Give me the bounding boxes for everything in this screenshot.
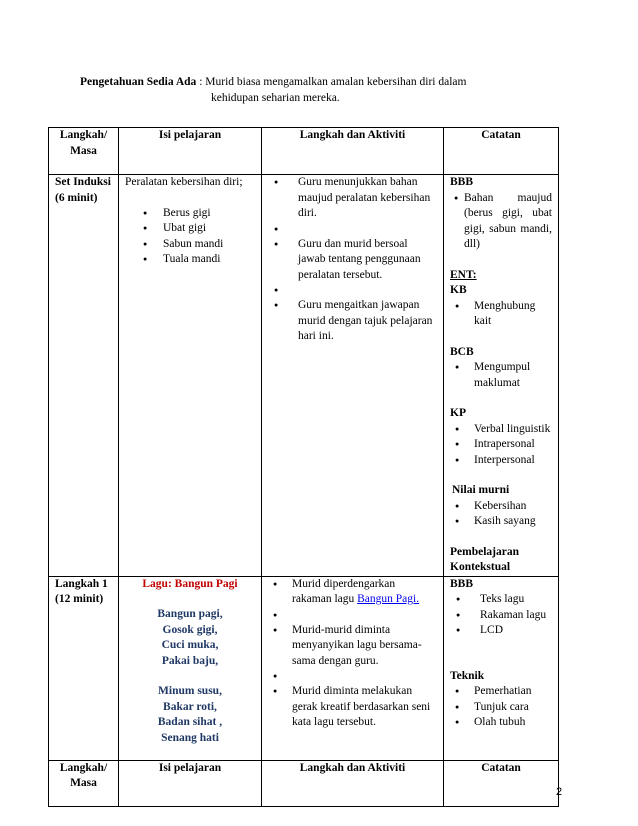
list-item: ● Interpersonal — [450, 453, 552, 469]
list-item: ● Guru dan murid bersoal jawab tentang penggunaan peralatan tersebut. — [268, 237, 437, 284]
page-number: 2 — [556, 786, 563, 798]
list-item: ● Ubat gigi — [125, 221, 255, 237]
kp-label: KP — [450, 407, 466, 419]
song-line: Bakar roti, — [163, 700, 217, 713]
prior-knowledge — [80, 74, 560, 106]
step-time: (6 minit) — [55, 191, 98, 204]
activities-list — [268, 577, 437, 731]
prior-knowledge-text-2: kehidupan seharian mereka. — [211, 92, 340, 104]
prior-knowledge-label: Pengetahuan Sedia Ada — [80, 76, 197, 88]
pemb-label-1: Pembelajaran — [450, 545, 519, 558]
content-cell — [119, 175, 262, 577]
step-name: Set Induksi — [55, 176, 111, 188]
song-line: Badan sihat , — [157, 716, 223, 728]
lesson-plan-table — [48, 127, 559, 807]
step-cell — [49, 576, 119, 760]
list-item: ● Kebersihan — [450, 499, 552, 515]
content-cell — [119, 576, 262, 760]
list-item: ● Olah tubuh — [450, 715, 552, 731]
list-item: ● Tunjuk cara — [450, 700, 552, 716]
list-item: ● Murid-murid diminta menyanyikan lagu bersama-sama dengan guru. — [268, 623, 437, 670]
song-line: Cuci muka, — [161, 639, 219, 651]
notes-cell — [444, 175, 559, 577]
song-line: Bangun pagi, — [157, 608, 223, 620]
nilai-label: Nilai murni — [452, 484, 510, 496]
list-item: ● Mengumpul maklumat — [450, 360, 552, 391]
prior-knowledge-text-1: Murid biasa mengamalkan amalan kebersihan diri dalam — [205, 76, 467, 88]
activities-cell — [262, 175, 444, 577]
activities-cell — [262, 576, 444, 760]
header-content: Isi pelajaran — [119, 128, 262, 175]
song-title: Lagu: Bangun Pagi — [142, 577, 238, 590]
pemb-label-2: Kontekstual — [450, 561, 511, 573]
header-step: Langkah/ Masa — [49, 760, 119, 806]
song-line: Pakai baju, — [161, 654, 219, 667]
table-row-set-induksi — [49, 175, 559, 577]
header-notes: Catatan — [444, 760, 559, 806]
song-line: Senang hati — [161, 731, 219, 744]
list-item: ● Murid diminta melakukan gerak kreatif berdasarkan seni kata lagu tersebut. — [268, 684, 437, 731]
kb-label: KB — [450, 284, 467, 296]
song-link[interactable]: Bangun Pagi. — [357, 593, 420, 605]
header-activities: Langkah dan Aktiviti — [262, 760, 444, 806]
ent-label: ENT: — [450, 268, 477, 281]
header-notes: Catatan — [444, 128, 559, 175]
notes-cell — [444, 576, 559, 760]
list-item: ● Tuala mandi — [125, 252, 255, 268]
list-item: ● Kasih sayang — [450, 514, 552, 530]
table-row-langkah-1 — [49, 576, 559, 760]
list-item: ● LCD — [450, 623, 552, 639]
content-list — [125, 206, 255, 268]
header-activities: Langkah dan Aktiviti — [262, 128, 444, 175]
bcb-label: BCB — [450, 345, 474, 358]
list-item: ● Berus gigi — [125, 206, 255, 222]
song-line: Gosok gigi, — [162, 623, 218, 636]
list-item: ● Menghubung kait — [450, 299, 552, 330]
bbb-label: BBB — [450, 577, 474, 590]
list-item: ● Murid diperdengarkan rakaman lagu Bangun Pagi. — [268, 577, 437, 608]
activities-list — [268, 175, 437, 345]
list-item: ● Guru mengaitkan jawapan murid dengan tajuk pelajaran hari ini. — [268, 298, 437, 345]
header-content: Isi pelajaran — [119, 760, 262, 806]
list-item: ● Verbal linguistik — [450, 422, 552, 438]
header-step: Langkah/ Masa — [49, 128, 119, 175]
teknik-label: Teknik — [450, 669, 485, 682]
content-intro: Peralatan kebersihan diri; — [125, 176, 243, 188]
list-item: ● Rakaman lagu — [450, 608, 552, 624]
list-item: ● Guru menunjukkan bahan maujud peralatan kebersihan diri. — [268, 175, 437, 222]
step-cell — [49, 175, 119, 577]
song-line: Minum susu, — [158, 685, 222, 697]
step-time: (12 minit) — [55, 593, 104, 605]
bbb-label: BBB — [450, 176, 474, 188]
list-item: ● Sabun mandi — [125, 237, 255, 253]
step-name: Langkah 1 — [55, 577, 108, 590]
list-item: ● Intrapersonal — [450, 437, 552, 453]
list-item: ● Pemerhatian — [450, 684, 552, 700]
list-item: ● Teks lagu — [450, 592, 552, 608]
table-header-row-repeat — [49, 760, 559, 806]
prior-knowledge-sep: : — [196, 76, 206, 88]
bbb-item: ● Bahan maujud (berus gigi, ubat gigi, sabun mandi, dll) — [454, 191, 552, 250]
table-header-row — [49, 128, 559, 175]
